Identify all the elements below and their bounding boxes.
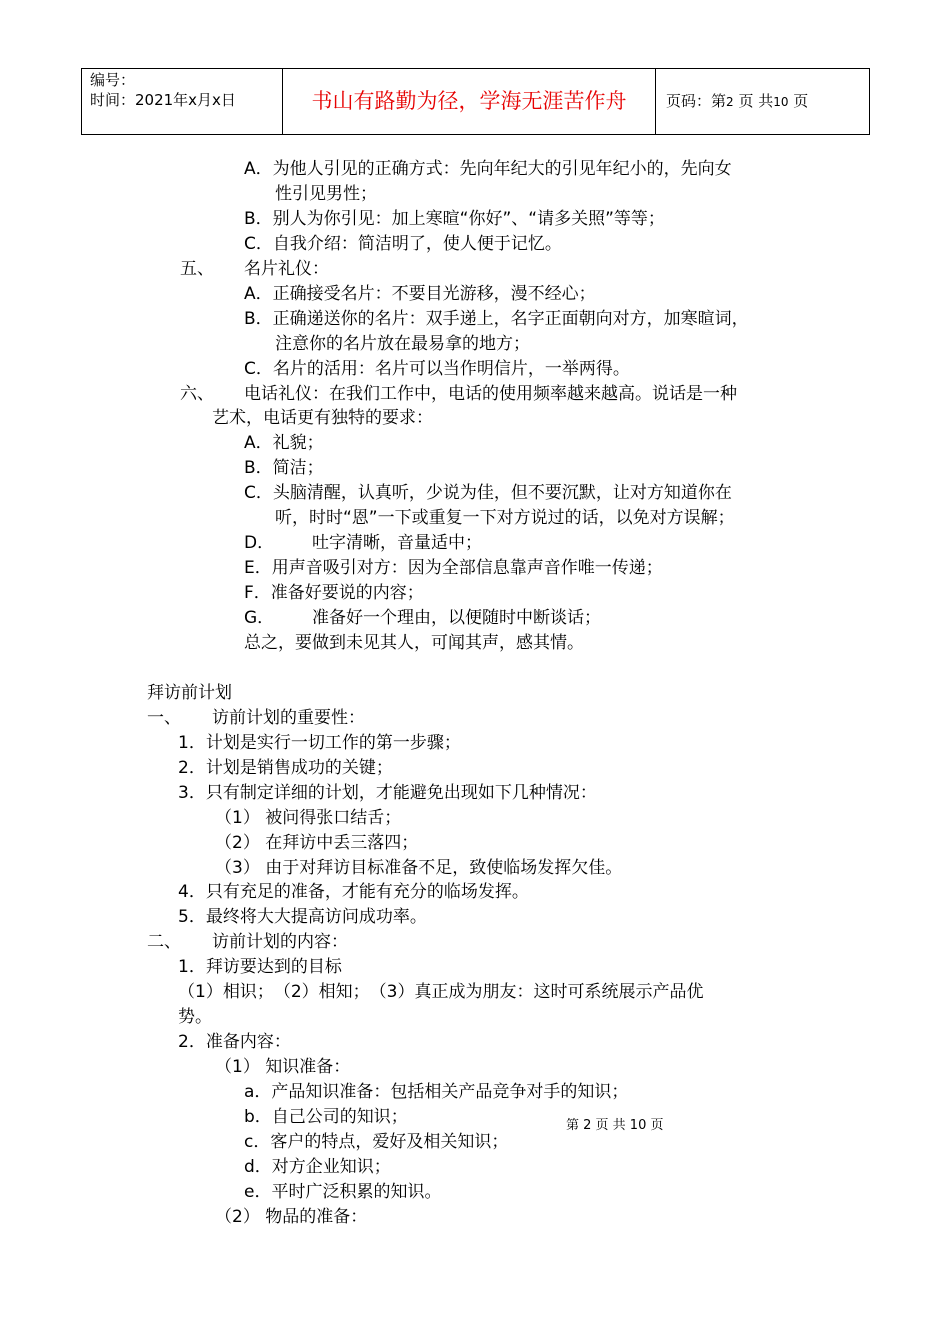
serial-number-label: 编号：: [90, 71, 136, 89]
header-info-cell: [82, 69, 283, 134]
header-motto: 书山有路勤为径，学海无涯苦作舟: [283, 69, 656, 134]
text-line: 5．最终将大大提高访问成功率。: [178, 907, 427, 927]
text-line: （3） 由于对拜访目标准备不足，致使临场发挥欠佳。: [215, 858, 623, 878]
text-line: E．用声音吸引对方：因为全部信息靠声音作唯一传递；: [244, 558, 663, 578]
text-line: B．简洁；: [244, 458, 324, 478]
list-marker: G．: [244, 608, 275, 628]
text-line: （1）相识； （2）相知； （3）真正成为朋友：这时可系统展示产品优: [178, 982, 704, 1002]
text-line: F．准备好要说的内容；: [244, 583, 424, 603]
text-line: 势。: [178, 1007, 212, 1027]
header-table: [81, 68, 870, 135]
section-title: 拜访前计划: [147, 683, 232, 703]
text-line: 1．拜访要达到的目标: [178, 957, 342, 977]
text-line: C．名片的活用：名片可以当作明信片，一举两得。: [244, 359, 630, 379]
text-line: a．产品知识准备：包括相关产品竞争对手的知识；: [244, 1082, 629, 1102]
text-line: 艺术，电话更有独特的要求：: [212, 408, 433, 428]
text-line: （1） 知识准备：: [215, 1057, 351, 1077]
text-line: 1．计划是实行一切工作的第一步骤；: [178, 733, 461, 753]
text-line: （2） 在拜访中丢三落四；: [215, 833, 419, 853]
text-line: C．头脑清醒，认真听，少说为佳，但不要沉默，让对方知道你在: [244, 483, 732, 503]
text-line: 2．准备内容：: [178, 1032, 291, 1052]
text-line: A．为他人引见的正确方式：先向年纪大的引见年纪小的，先向女: [244, 159, 732, 179]
section-number: 六、: [180, 384, 214, 404]
section-number: 五、: [180, 259, 214, 279]
text-line: 2．计划是销售成功的关键；: [178, 758, 393, 778]
text-line: 听，时时“恩”一下或重复一下对方说过的话，以免对方误解；: [275, 508, 735, 528]
text-line: 性引见男性；: [275, 184, 377, 204]
text-line: C．自我介绍：简洁明了，使人便于记忆。: [244, 234, 562, 254]
date-label: 时间：2021年x月x日: [90, 91, 236, 109]
section-heading: 电话礼仪：在我们工作中，电话的使用频率越来越高。说话是一种: [244, 384, 737, 404]
text-line: 吐字清晰，音量适中；: [312, 533, 482, 553]
text-line: B．正确递送你的名片：双手递上，名字正面朝向对方，加寒暄词，: [244, 309, 749, 329]
text-line: d．对方企业知识；: [244, 1157, 391, 1177]
section-number: 一、: [147, 708, 181, 728]
text-line: 准备好一个理由，以便随时中断谈话；: [312, 608, 601, 628]
section-heading: 访前计划的内容：: [212, 932, 348, 952]
list-marker: D．: [244, 533, 275, 553]
text-line: 总之，要做到未见其人，可闻其声，感其情。: [244, 633, 584, 653]
page-footer: 第 2 页 共 10 页: [566, 1118, 664, 1133]
text-line: 3．只有制定详细的计划，才能避免出现如下几种情况：: [178, 783, 597, 803]
section-number: 二、: [147, 932, 181, 952]
text-line: e．平时广泛积累的知识。: [244, 1182, 442, 1202]
text-line: b．自己公司的知识；: [244, 1107, 408, 1127]
text-line: 注意你的名片放在最易拿的地方；: [275, 334, 530, 354]
text-line: 4．只有充足的准备，才能有充分的临场发挥。: [178, 882, 529, 902]
text-line: B．别人为你引见：加上寒暄“你好”、“请多关照”等等；: [244, 209, 665, 229]
text-line: （1） 被问得张口结舌；: [215, 808, 402, 828]
section-heading: 访前计划的重要性：: [212, 708, 365, 728]
text-line: （2） 物品的准备：: [215, 1207, 368, 1227]
text-line: A．正确接受名片：不要目光游移，漫不经心；: [244, 284, 596, 304]
text-line: A．礼貌；: [244, 433, 324, 453]
header-page-number: 页码：第2 页 共10 页: [666, 92, 809, 110]
text-line: c．客户的特点，爱好及相关知识；: [244, 1132, 509, 1152]
section-heading: 名片礼仪：: [244, 259, 329, 279]
